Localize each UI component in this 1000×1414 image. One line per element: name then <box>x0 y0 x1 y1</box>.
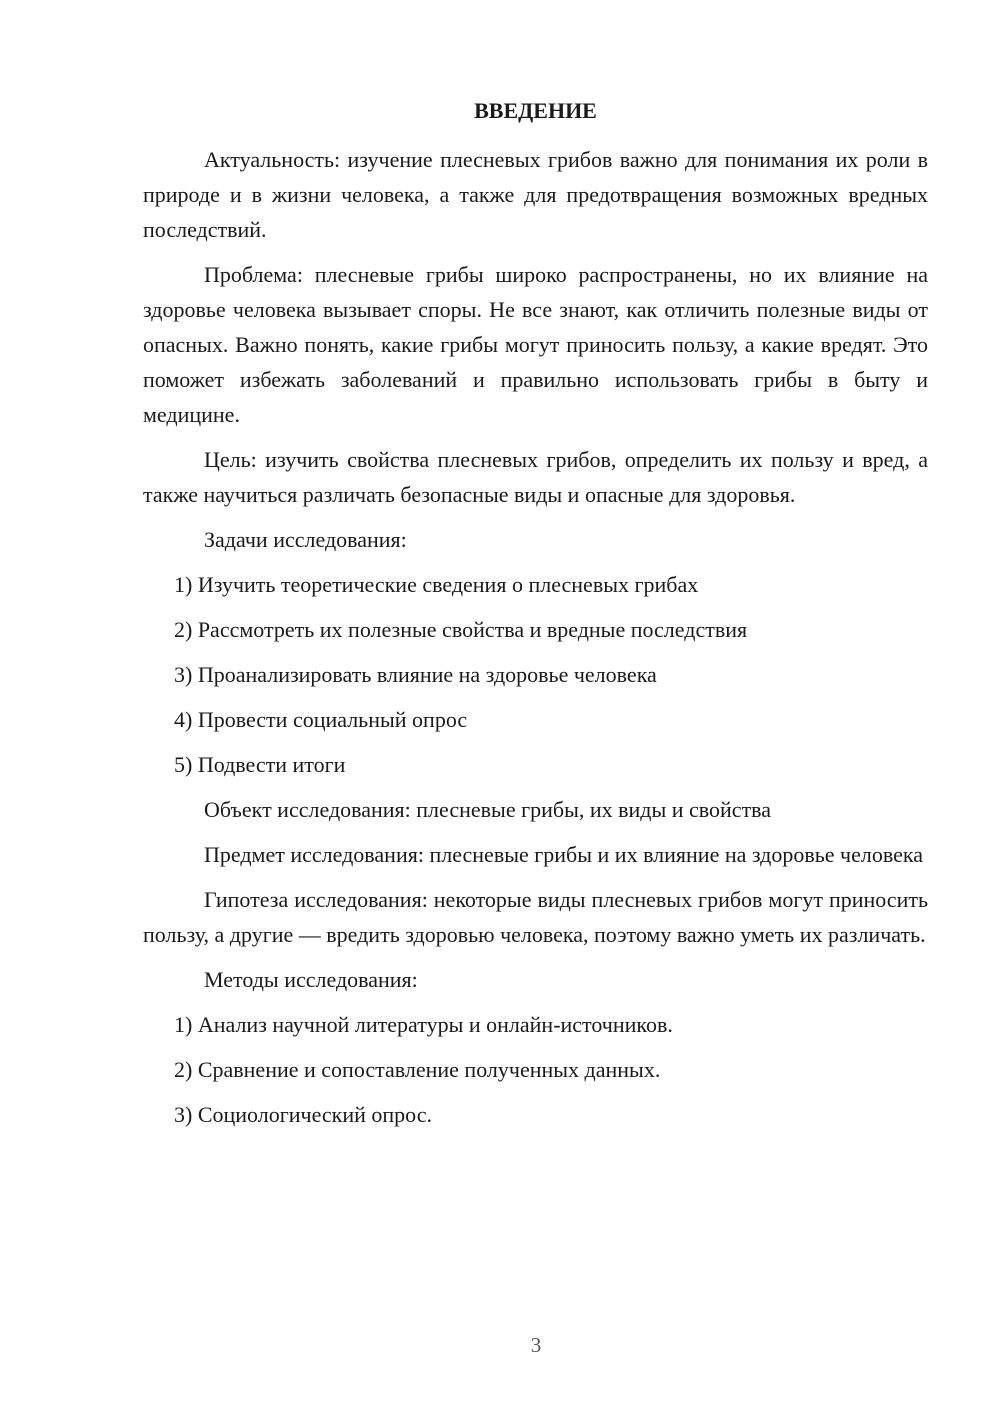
relevance-paragraph: Актуальность: изучение плесневых грибов важно для понимания их роли в природе и в жизни человека, а также для предотвращения возможных вредных последствий. <box>143 147 928 242</box>
hypothesis-paragraph: Гипотеза исследования: некоторые виды плесневых грибов могут приносить пользу, а другие — вредить здоровью человека, поэтому важно уметь их различать. <box>143 887 928 947</box>
problem-paragraph: Проблема: плесневые грибы широко распространены, но их влияние на здоровье человека вызывает споры. Не все знают, как отличить полезные виды от опасных. Важно понять, какие грибы могут приносить пользу, а какие вредят. Это поможет избежать заболеваний и правильно использовать грибы в быту и медицине. <box>143 262 928 427</box>
tasks-heading: Задачи исследования: <box>204 527 407 552</box>
page-content <box>143 96 928 1142</box>
subject-paragraph: Предмет исследования: плесневые грибы и их влияние на здоровье человека <box>204 842 924 867</box>
task-item-3: 3) Проанализировать влияние на здоровье человека <box>174 662 657 687</box>
method-item-1: 1) Анализ научной литературы и онлайн-источников. <box>174 1012 673 1037</box>
page-number: 3 <box>530 1333 542 1357</box>
task-item-5: 5) Подвести итоги <box>174 752 346 777</box>
page-title: ВВЕДЕНИЕ <box>474 98 597 123</box>
task-item-2: 2) Рассмотреть их полезные свойства и вредные последствия <box>174 617 748 642</box>
task-item-4: 4) Провести социальный опрос <box>174 707 468 732</box>
methods-heading: Методы исследования: <box>204 967 418 992</box>
goal-paragraph: Цель: изучить свойства плесневых грибов, определить их пользу и вред, а также научиться различать безопасные виды и опасные для здоровья. <box>143 447 928 507</box>
method-item-3: 3) Социологический опрос. <box>174 1102 432 1127</box>
object-line: Объект исследования: плесневые грибы, их виды и свойства <box>204 797 772 822</box>
task-item-1: 1) Изучить теоретические сведения о плесневых грибах <box>174 572 699 597</box>
method-item-2: 2) Сравнение и сопоставление полученных данных. <box>174 1057 661 1082</box>
